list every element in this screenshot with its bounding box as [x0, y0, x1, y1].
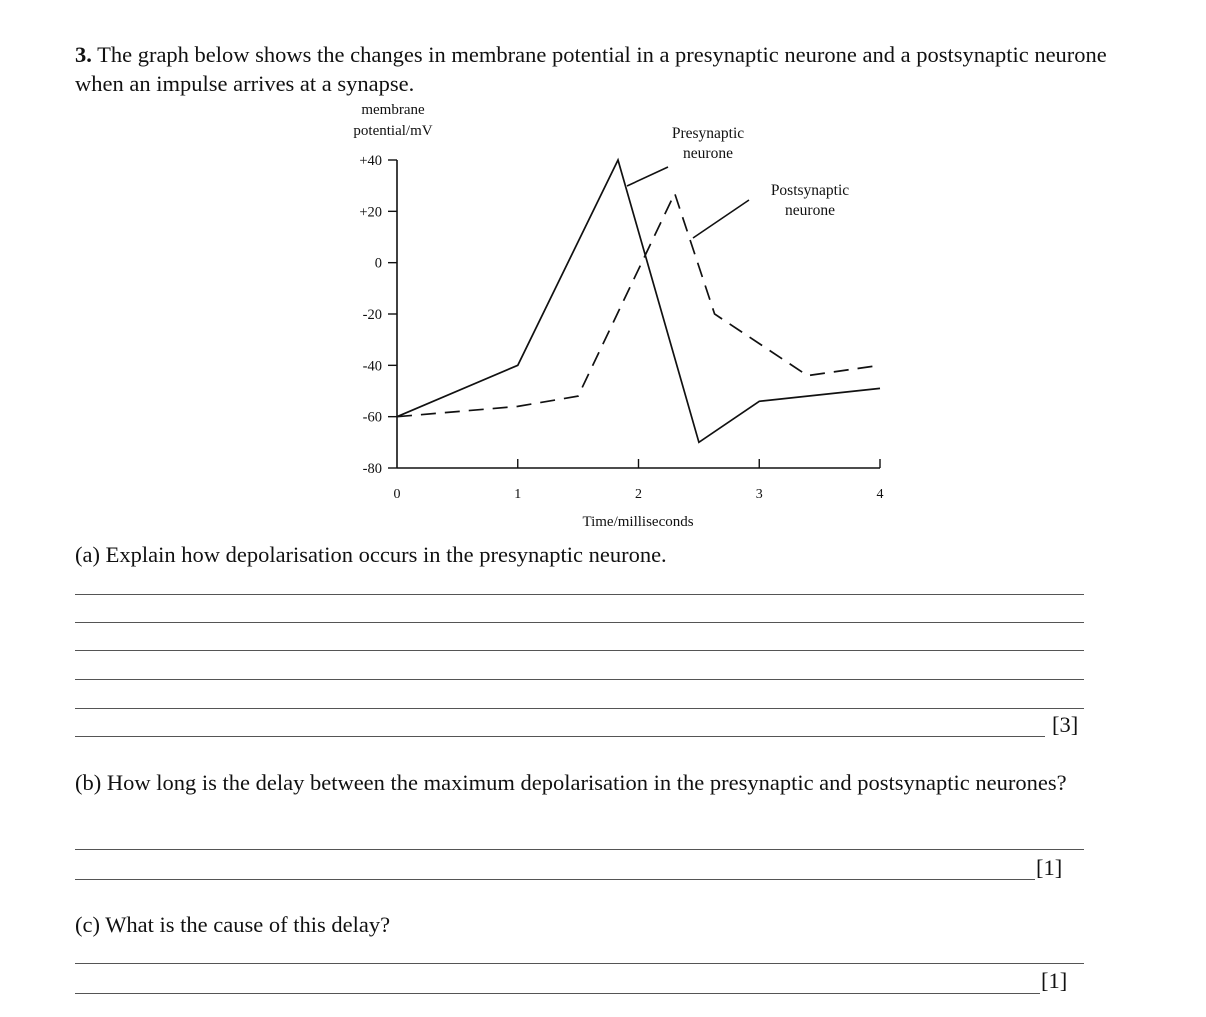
presynaptic-label-line1: Presynaptic — [671, 125, 745, 142]
question-number: 3. — [75, 42, 92, 67]
answer-line-a2[interactable] — [75, 622, 1084, 623]
x-tick-label: 4 — [876, 487, 884, 502]
part-c-marks: [1] — [1041, 968, 1068, 993]
postsynaptic-label-line1: Postsynaptic — [770, 182, 850, 199]
presynaptic-callout-line — [627, 167, 668, 186]
answer-line-c1[interactable] — [75, 963, 1084, 964]
y-tick-label: -20 — [362, 307, 382, 323]
answer-line-a5[interactable] — [75, 708, 1084, 709]
postsynaptic-label-line2: neurone — [785, 202, 835, 219]
x-tick-label: 2 — [635, 487, 642, 502]
y-tick-label: +40 — [359, 153, 382, 169]
part-a-question: (a) Explain how depolarisation occurs in the presynaptic neurone. — [75, 542, 667, 567]
part-a-marks: [3] — [1052, 712, 1079, 737]
y-tick-label: +20 — [359, 204, 382, 221]
y-tick-label: 0 — [374, 255, 382, 272]
answer-line-a4[interactable] — [75, 679, 1084, 680]
answer-line-b2[interactable] — [75, 879, 1035, 880]
postsynaptic-series-line — [397, 193, 880, 416]
x-axis-label: Time/milliseconds — [582, 514, 694, 530]
x-tick-label: 0 — [393, 487, 401, 502]
part-b-marks: [1] — [1036, 855, 1063, 880]
y-axis-label-line1: membrane — [361, 102, 425, 118]
y-axis-label-line2: potential/mV — [353, 123, 433, 139]
question-text: The graph below shows the changes in membrane potential in a presynaptic neurone and a postsynaptic neurone when an impulse arrives at a synapse. — [75, 42, 1107, 96]
answer-line-c2[interactable] — [75, 993, 1040, 994]
answer-line-b1[interactable] — [75, 849, 1084, 850]
part-b-question: (b) How long is the delay between the maximum depolarisation in the presynaptic and postsynaptic neurones? — [75, 770, 1067, 795]
answer-line-a1[interactable] — [75, 594, 1084, 595]
answer-line-a3[interactable] — [75, 650, 1084, 651]
presynaptic-label-line2: neurone — [683, 145, 733, 162]
y-tick-label: -60 — [362, 409, 382, 426]
postsynaptic-callout-line — [693, 200, 749, 238]
part-c-question: (c) What is the cause of this delay? — [75, 912, 391, 937]
y-tick-label: -40 — [362, 358, 382, 375]
x-tick-label: 3 — [755, 487, 763, 502]
answer-line-a6[interactable] — [75, 736, 1045, 737]
x-tick-label: 1 — [514, 487, 522, 502]
y-tick-label: -80 — [362, 461, 382, 477]
